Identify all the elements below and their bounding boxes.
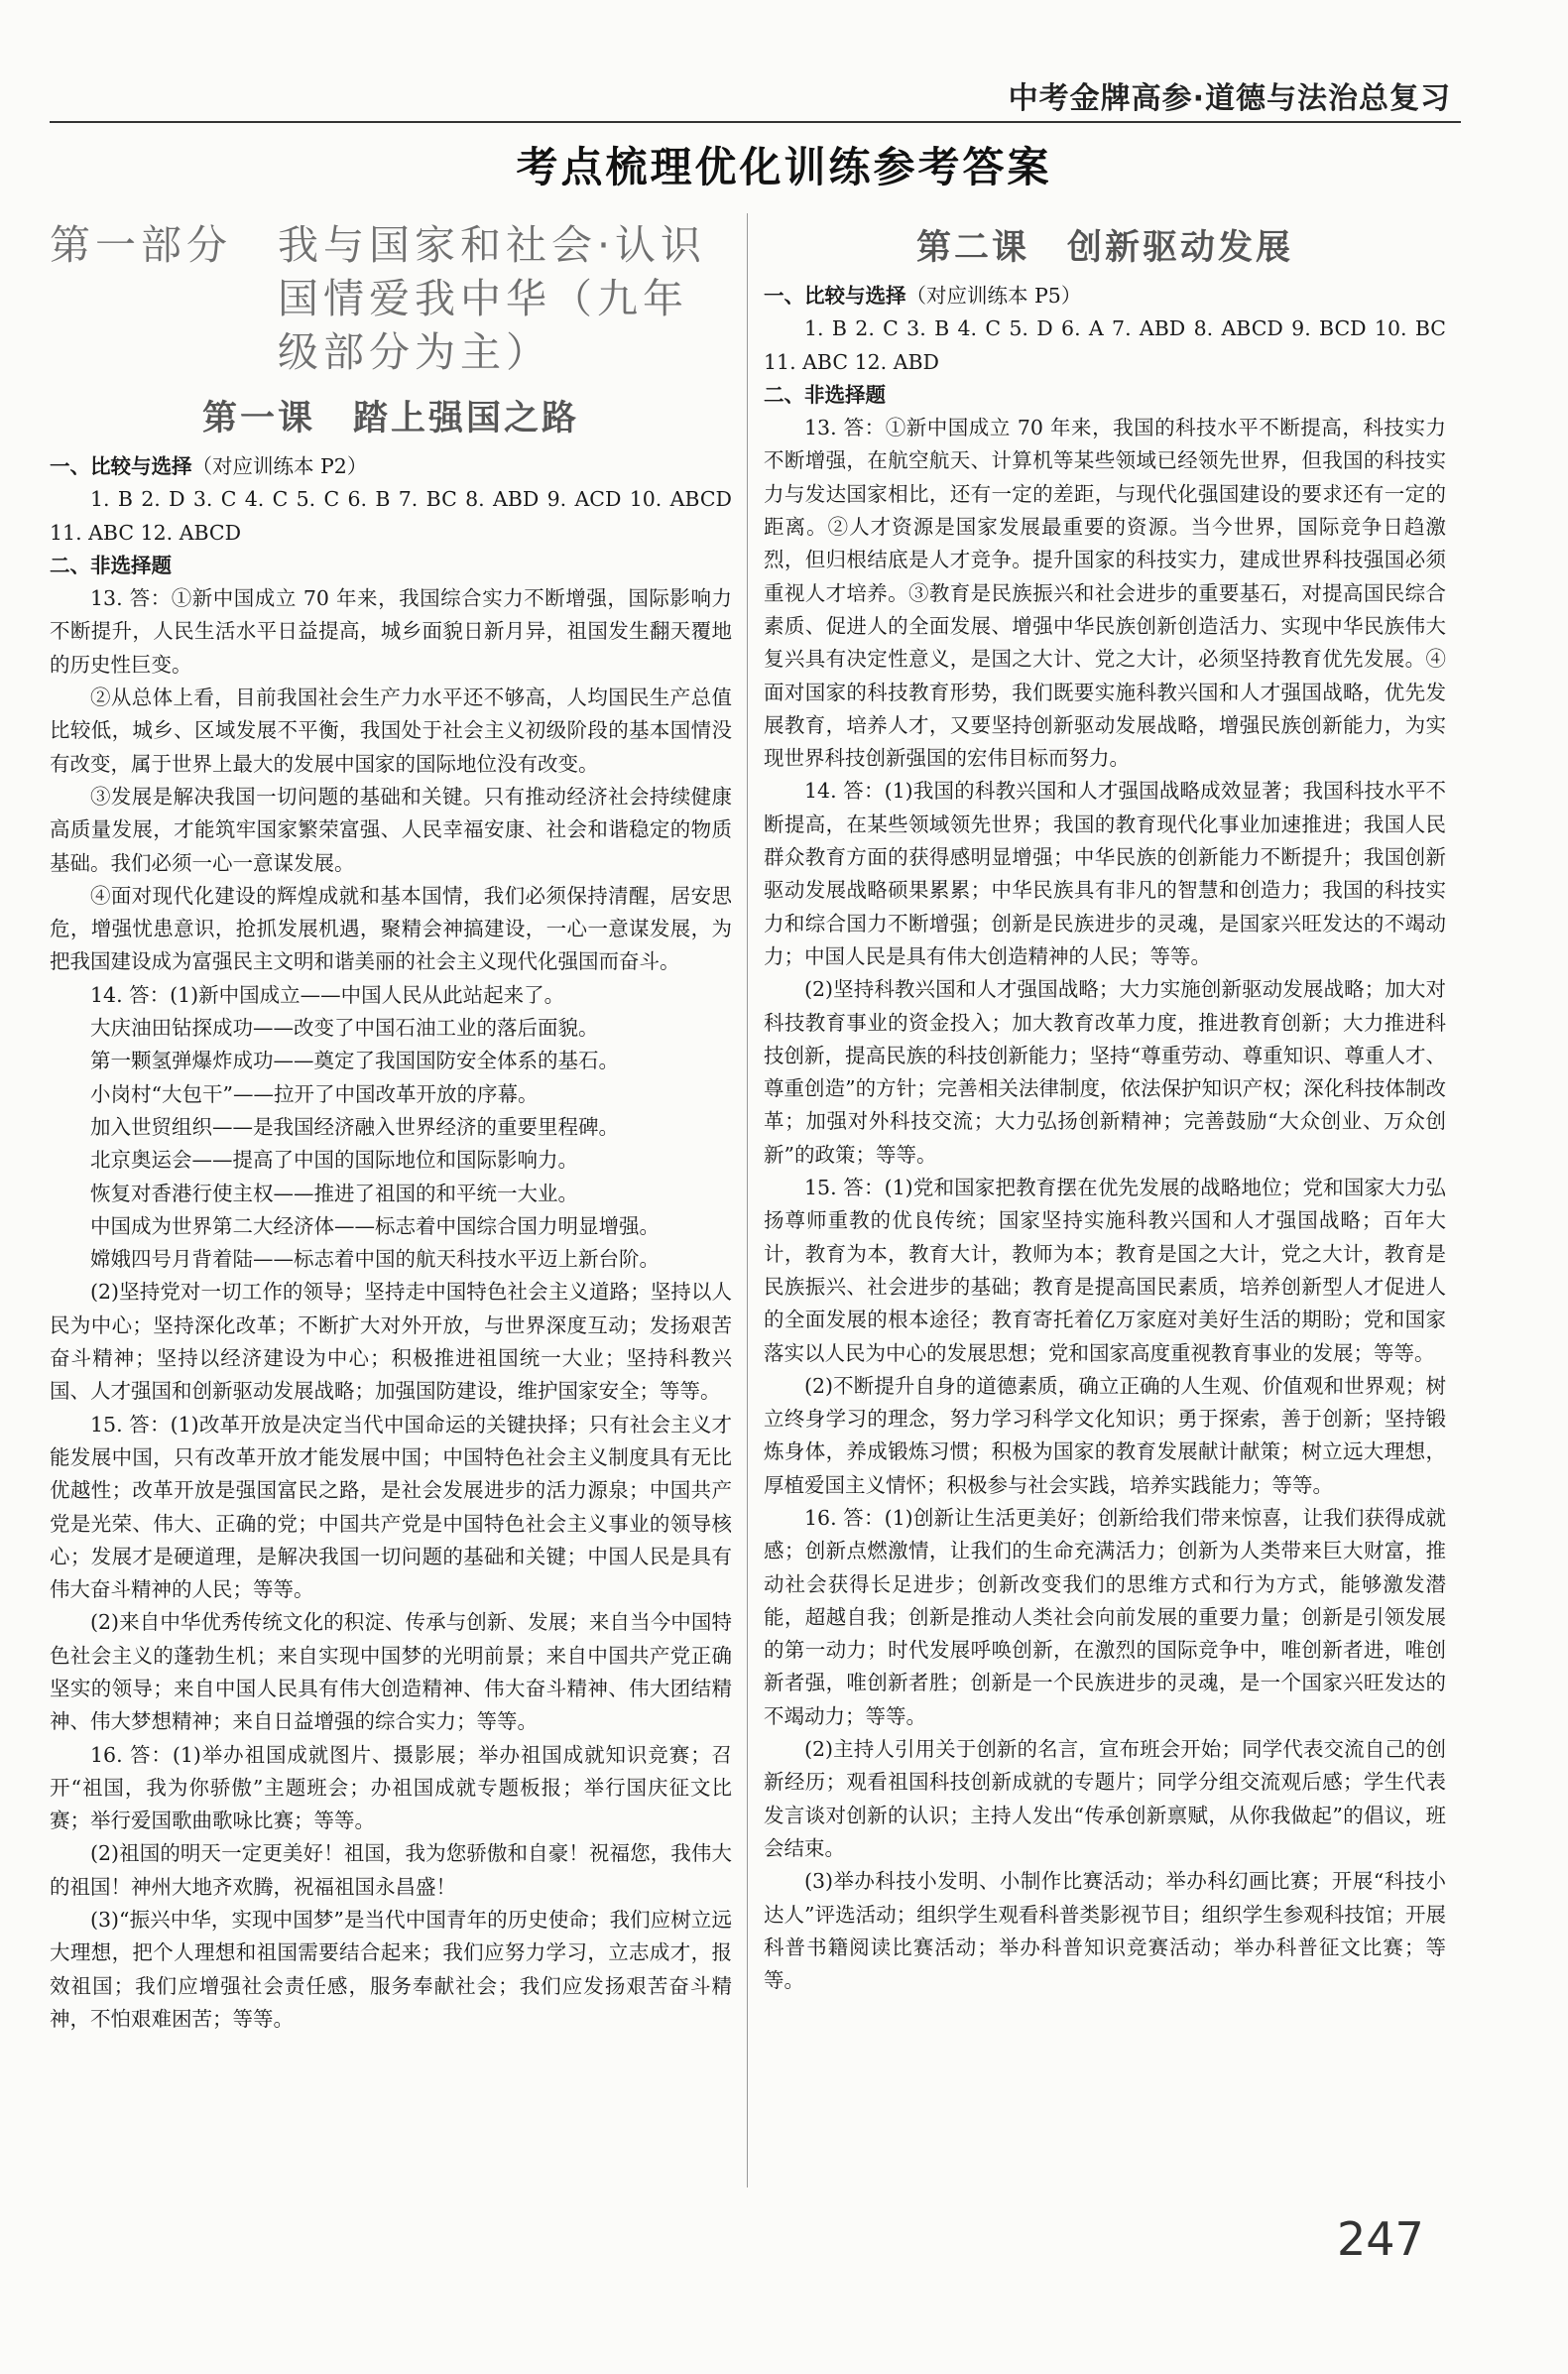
lesson1-paragraph: 15. 答：(1)改革开放是决定当代中国命运的关键抉择；只有社会主义才能发展中国，只有改革开放才能发展中国；中国特色社会主义制度具有无比优越性；改革开放是强国富民之路，是社会发展进步的活力源泉；中国共产党是光荣、伟大、正确的党；中国共产党是中国特色社会主义事业的领导核心；发展才是硬道理，是解决我国一切问题的基础和关键；中国人民是具有伟大奋斗精神的人民；等等。 — [50, 1412, 732, 1602]
lesson2-paragraph: (2)坚持科教兴国和人才强国战略；大力实施创新驱动发展战略；加大对科技教育事业的资金投入；加大教育改革力度，推进教育创新；大力推进科技创新，提高民族的科技创新能力；坚持“尊重劳动、尊重知识、尊重人才、尊重创造”的方针；完善相关法律制度，依法保护知识产权；深化科技体制改革；加强对外科技交流；大力弘扬创新精神；完善鼓励“大众创业、万众创新”的政策；等等。 — [764, 977, 1446, 1167]
lesson1-sec2-title: 二、非选择题 — [50, 553, 172, 577]
lesson1-paragraph: 大庆油田钻探成功——改变了中国石油工业的落后面貌。 — [90, 1016, 599, 1041]
lesson1-paragraph: 中国成为世界第二大经济体——标志着中国综合国力明显增强。 — [90, 1213, 660, 1238]
lesson1-paragraph: (2)祖国的明天一定更美好！祖国，我为您骄傲和自豪！祝福您，我伟大的祖国！神州大地齐欢腾，祝福祖国永昌盛！ — [50, 1841, 732, 1899]
lesson1-paragraph: 13. 答：①新中国成立 70 年来，我国综合实力不断增强，国际影响力不断提升，人民生活水平日益提高，城乡面貌日新月异，祖国发生翻天覆地的历史性巨变。 — [50, 586, 732, 677]
left-column — [50, 216, 732, 2036]
lesson1-title: 第一课 踏上强国之路 — [201, 399, 579, 438]
lesson2-paragraph: 14. 答：(1)我国的科教兴国和人才强国战略成效显著；我国科技水平不断提高，在某些领域领先世界；我国的教育现代化事业加速推进；我国人民群众教育方面的获得感明显增强；中华民族的创新能力不断提升；我国创新驱动发展战略硕果累累；中华民族具有非凡的智慧和创造力；我国的科技实力和综合国力不断增强；创新是民族进步的灵魂，是国家兴旺发达的不竭动力；中国人民是具有伟大创造精神的人民；等等。 — [764, 779, 1446, 968]
lesson1-paragraph: ④面对现代化建设的辉煌成就和基本国情，我们必须保持清醒，居安思危，增强忧患意识，抢抓发展机遇，聚精会神搞建设，一心一意谋发展，为把我国建设成为富强民主文明和谐美丽的社会主义现代化强国而奋斗。 — [50, 883, 732, 974]
lesson1-paragraph: 嫦娥四号月背着陆——标志着中国的航天科技水平迈上新台阶。 — [90, 1247, 660, 1272]
part-heading — [50, 218, 732, 379]
lesson1-paragraph: (2)来自中华优秀传统文化的积淀、传承与创新、发展；来自当今中国特色社会主义的蓬勃生机；来自实现中国梦的光明前景；来自中国共产党正确坚实的领导；来自中国人民具有伟大创造精神、伟大奋斗精神、伟大团结精神、伟大梦想精神；来自日益增强的综合实力；等等。 — [50, 1610, 732, 1734]
lesson2-paragraph: 16. 答：(1)创新让生活更美好；创新给我们带来惊喜，让我们获得成就感；创新点燃激情，让我们的生命充满活力；创新为人类带来巨大财富，推动社会获得长足进步；创新改变我们的思维方式和行为方式，能够激发潜能，超越自我；创新是推动人类社会向前发展的重要力量；创新是引领发展的第一动力；时代发展呼唤创新，在激烈的国际竞争中，唯创新者进，唯创新者强，唯创新者胜；创新是一个民族进步的灵魂，是一个国家兴旺发达的不竭动力；等等。 — [764, 1505, 1446, 1728]
header-rule — [50, 121, 1461, 123]
lesson2-paragraph: 15. 答：(1)党和国家把教育摆在优先发展的战略地位；党和国家大力弘扬尊师重教的优良传统；国家坚持实施科教兴国和人才强国战略；百年大计，教育为本，教育大计，教师为本；教育是国之大计，党之大计，教育是民族振兴、社会进步的基础；教育是提高国民素质，培养创新型人才促进人的全面发展的根本途径；教育寄托着亿万家庭对美好生活的期盼；党和国家落实以人民为中心的发展思想；党和国家高度重视教育事业的发展；等等。 — [764, 1176, 1446, 1365]
lesson1-sec1-heading — [50, 450, 732, 483]
lesson2-sec1-title: 一、比较与选择 — [764, 284, 906, 308]
lesson1-sec1-title: 一、比较与选择 — [50, 454, 192, 478]
main-title: 考点梳理优化训练参考答案 — [516, 143, 1052, 191]
column-divider — [747, 213, 748, 2187]
lesson1-paragraph-continued: (3)“振兴中华，实现中国梦”是当代中国青年的历史使命；我们应树立远大理想，把个人理想和祖国需要结合起来；我们应努力学习，立志成才，报效祖国；我们应增强社会责任感，服务奉献社会；我们应发扬艰苦奋斗精神，不怕艰难困苦；等等。 — [50, 1908, 732, 2031]
page-number: 247 — [1337, 2212, 1424, 2266]
lesson2-sec1-note: （对应训练本 P5） — [905, 284, 1082, 308]
lesson2-paragraph: 13. 答：①新中国成立 70 年来，我国的科技水平不断提高，科技实力不断增强，在航空航天、计算机等某些领域已经领先世界，但我国的科技实力与发达国家相比，还有一定的差距，与现代化强国建设的要求还有一定的距离。②人才资源是国家发展最重要的资源。当今世界，国际竞争日趋激烈，但归根结底是人才竞争。提升国家的科技实力，建成世界科技强国必须重视人才培养。③教育是民族振兴和社会进步的重要基石，对提高国民综合素质、促进人的全面发展、增强中华民族创新创造活力、实现中华民族伟大复兴具有决定性意义，是国之大计、党之大计，必须坚持教育优先发展。④面对国家的科技教育形势，我们既要实施科教兴国和人才强国战略，优先发展教育，培养人才，又要坚持创新驱动发展战略，增强民族创新能力，为实现世界科技创新强国的宏伟目标而努力。 — [764, 416, 1446, 771]
lesson1-paragraph: 加入世贸组织——是我国经济融入世界经济的重要里程碑。 — [90, 1114, 619, 1139]
lesson2-sec2-title: 二、非选择题 — [764, 382, 886, 407]
lesson1-paragraph: 小岗村“大包干”——拉开了中国改革开放的序幕。 — [90, 1081, 539, 1106]
lesson1-paragraph: 14. 答：(1)新中国成立——中国人民从此站起来了。 — [90, 982, 565, 1007]
lesson1-paragraph: 第一颗氢弹爆炸成功——奠定了我国国防安全体系的基石。 — [90, 1049, 619, 1073]
lesson2-paragraph: (2)主持人引用关于创新的名言，宣布班会开始；同学代表交流自己的创新经历；观看祖国科技创新成就的专题片；同学分组交流观后感；学生代表发言谈对创新的认识；主持人发出“传承创新禀赋，从你我做起”的倡议，班会结束。 — [764, 1737, 1446, 1860]
lesson1-sec1-answers: 1. B 2. D 3. C 4. C 5. C 6. B 7. BC 8. ABD 9. ACD 10. ABCD 11. ABC 12. ABCD — [50, 487, 732, 545]
lesson1-paragraph: 16. 答：(1)举办祖国成就图片、摄影展；举办祖国成就知识竞赛；召开“祖国，我为你骄傲”主题班会；办祖国成就专题板报；举行国庆征文比赛；举行爱国歌曲歌咏比赛；等等。 — [50, 1742, 732, 1833]
lesson1-sec1-note: （对应训练本 P2） — [191, 454, 368, 478]
lesson1-paragraph: (2)坚持党对一切工作的领导；坚持走中国特色社会主义道路；坚持以人民为中心；坚持深化改革；不断扩大对外开放，与世界深度互动；发扬艰苦奋斗精神；坚持以经济建设为中心；积极推进祖国统一大业；坚持科教兴国、人才强国和创新驱动发展战略；加强国防建设，维护国家安全；等等。 — [50, 1280, 732, 1404]
right-column — [764, 216, 1446, 1997]
lesson2-paragraph: (3)举办科技小发明、小制作比赛活动；举办科幻画比赛；开展“科技小达人”评选活动；组织学生观看科普类影视节目；组织学生参观科技馆；开展科普书籍阅读比赛活动；举办科普知识竞赛活动；举办科普征文比赛；等等。 — [764, 1869, 1446, 1993]
lesson1-paragraph: 北京奥运会——提高了中国的国际地位和国际影响力。 — [90, 1148, 578, 1173]
lesson1-paragraph: ②从总体上看，目前我国社会生产力水平还不够高，人均国民生产总值比较低，城乡、区域发展不平衡，我国处于社会主义初级阶段的基本国情没有改变，属于世界上最大的发展中国家的国际地位没有改变。 — [50, 686, 732, 776]
lesson1-paragraph: ③发展是解决我国一切问题的基础和关键。只有推动经济社会持续健康高质量发展，才能筑牢国家繁荣富强、人民幸福安康、社会和谐稳定的物质基础。我们必须一心一意谋发展。 — [50, 784, 732, 875]
lesson2-sec1-heading — [764, 280, 1446, 312]
lesson2-title: 第二课 创新驱动发展 — [915, 228, 1293, 268]
lesson2-sec1-answers: 1. B 2. C 3. B 4. C 5. D 6. A 7. ABD 8. ABCD 9. BCD 10. BC 11. ABC 12. ABD — [764, 316, 1446, 374]
lesson2-paragraph: (2)不断提升自身的道德素质，确立正确的人生观、价值观和世界观；树立终身学习的理念，努力学习科学文化知识；勇于探索，善于创新；坚持锻炼身体，养成锻炼习惯；积极为国家的教育发展献计献策；树立远大理想，厚植爱国主义情怀；积极参与社会实践，培养实践能力；等等。 — [764, 1373, 1446, 1497]
lesson1-paragraph: 恢复对香港行使主权——推进了祖国的和平统一大业。 — [90, 1181, 578, 1205]
part-title: 我与国家和社会·认识国情爱我中华（九年级部分为主） — [278, 221, 707, 376]
header-title: 中考金牌高参·道德与法治总复习 — [1008, 81, 1451, 116]
part-label: 第一部分 — [50, 221, 232, 269]
